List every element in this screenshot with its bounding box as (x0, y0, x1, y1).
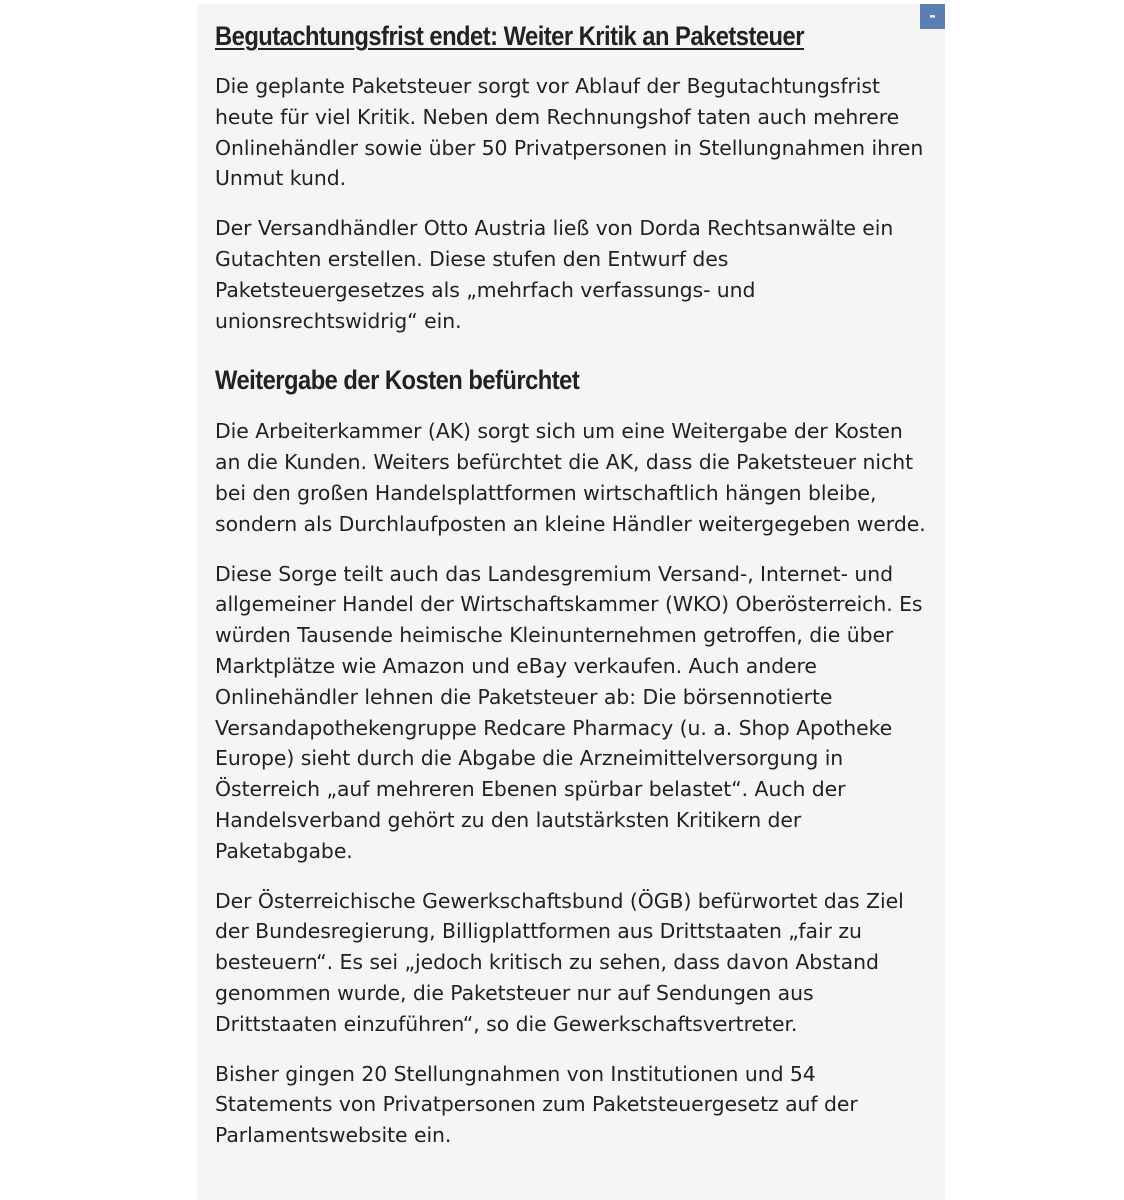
story-paragraph: Die geplante Paketsteuer sorgt vor Ablauf der Begutachtungsfrist heute für viel Kritik. Neben dem Rechnungshof taten auch mehrere Onlinehändler sowie über 50 Privatpersonen in Stellungnahmen ihren Unmut kund. (215, 74, 924, 191)
story-paragraph: Der Österreichische Gewerkschaftsbund (ÖGB) befürwortet das Ziel der Bundesregierung, Billigplattformen aus Drittstaaten „fair zu besteuern“. Es sei „jedoch kritisch zu sehen, dass davon Abstand genommen wurde, die Paketsteuer nur auf Sendungen aus Drittstaaten einzuführen“, so die Gewerkschaftsvertreter. (215, 888, 904, 1036)
section-subheading: Weitergabe der Kosten befürchtet (215, 365, 580, 396)
story-paragraph: Bisher gingen 20 Stellungnahmen von Institutionen und 54 Statements von Privatpersonen zum Paketsteuergesetz auf der Parlamentswebsite ein. (215, 1061, 858, 1148)
story-panel (197, 4, 945, 1200)
story-title-link[interactable]: Begutachtungsfrist endet: Weiter Kritik an Paketsteuer (215, 21, 804, 51)
story-paragraph: Diese Sorge teilt auch das Landesgremium Versand-, Internet- und allgemeiner Handel der Wirtschaftskammer (WKO) Oberösterreich. Es würden Tausende heimische Kleinunternehmen getroffen, die über Marktplätze wie Amazon und eBay verkaufen. Auch andere Onlinehändler lehnen die Paketsteuer ab: Die börsennotierte Versandapothekengruppe Redcare Pharmacy (u. a. Shop Apotheke Europe) sieht durch die Abgabe die Arzneimittelversorgung in Österreich „auf mehreren Ebenen spürbar belastet“. Auch der Handelsverband gehört zu den lautstärksten Kritikern der Paketabgabe. (215, 561, 923, 863)
story-paragraph: Der Versandhändler Otto Austria ließ von Dorda Rechtsanwälte ein Gutachten erstellen. Diese stufen den Entwurf des Paketsteuergesetzes als „mehrfach verfassungs- und unionsrechtswidrig“ ein. (215, 216, 894, 333)
collapse-button[interactable]: - (920, 4, 945, 29)
story-paragraph: Die Arbeiterkammer (AK) sorgt sich um eine Weitergabe der Kosten an die Kunden. Weiters befürchtet die AK, dass die Paketsteuer nicht bei den großen Handelsplattformen wirtschaftlich hängen bleibe, sondern als Durchlaufposten an kleine Händler weitergegeben werde. (215, 419, 926, 536)
